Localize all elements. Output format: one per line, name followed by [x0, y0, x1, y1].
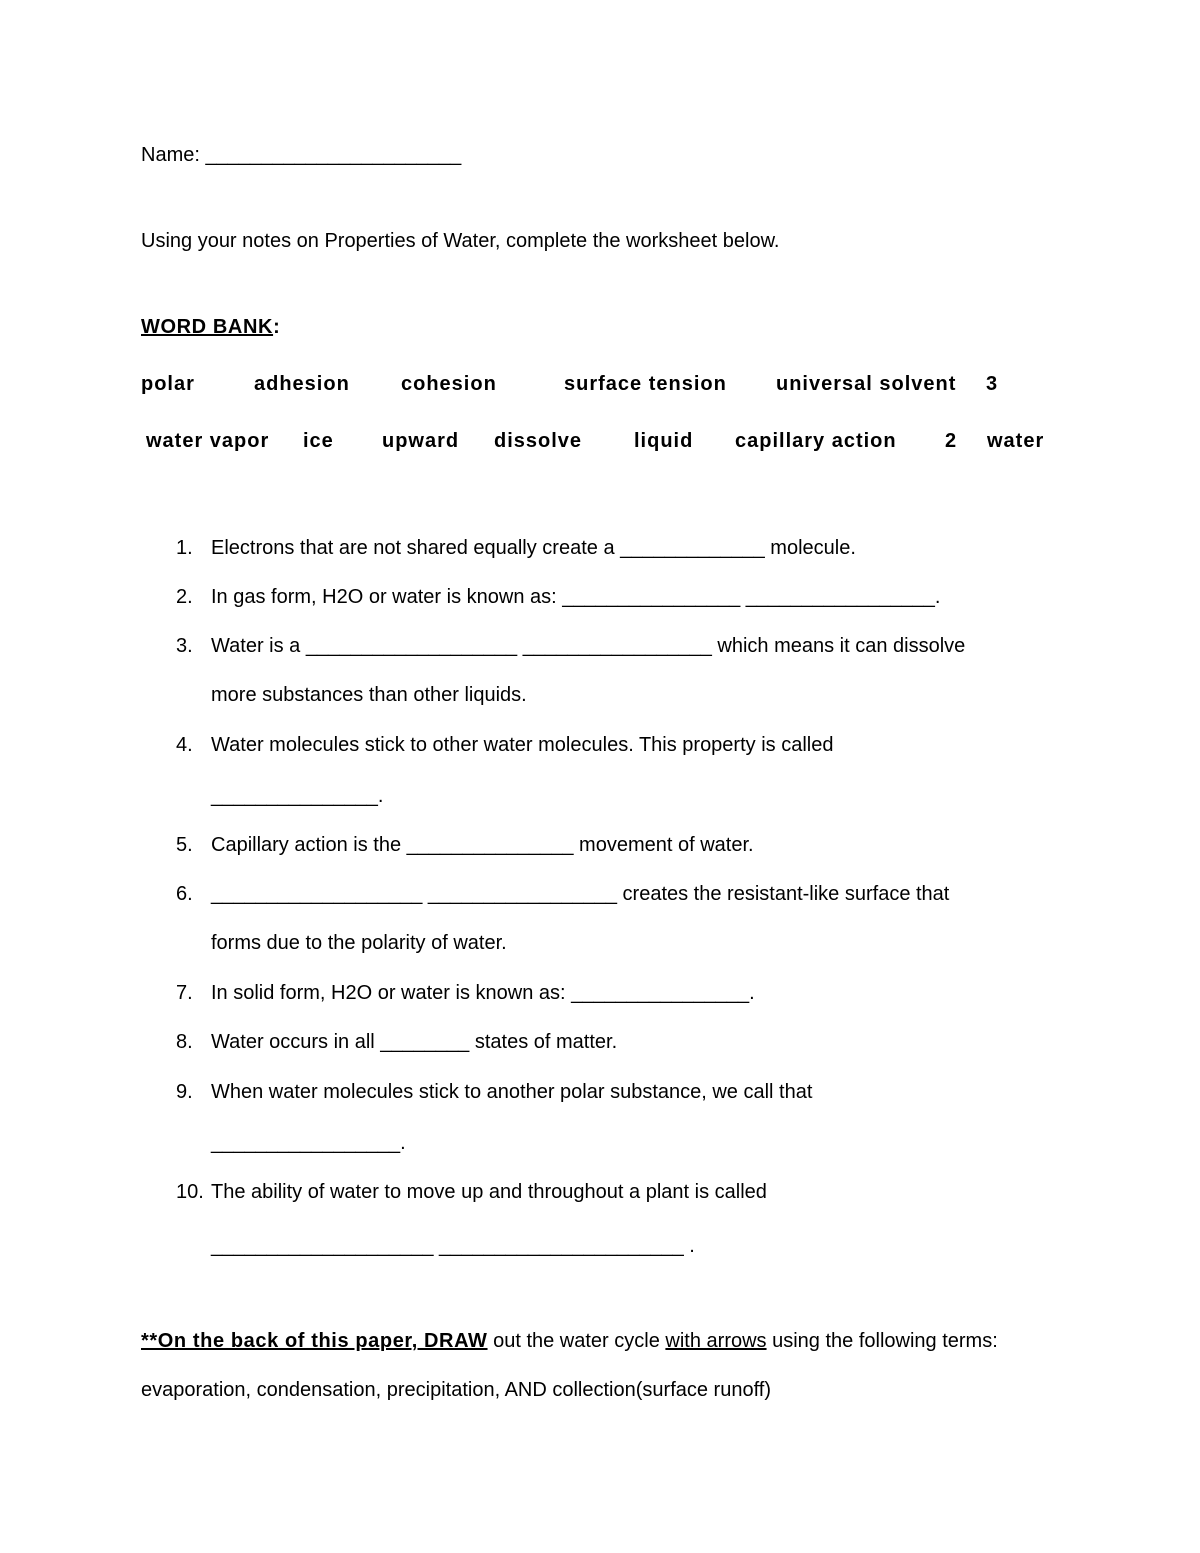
question-text[interactable]: Water is a ___________________ _________________ which means it can dissolve	[211, 635, 966, 657]
water-cycle-terms: evaporation, condensation, precipitation, AND collection(surface runoff)	[141, 1379, 771, 1401]
word-bank-colon: :	[273, 316, 281, 338]
word-bank-item: surface tension	[564, 373, 727, 395]
word-bank-item: 2	[945, 430, 958, 452]
question-text-continued: forms due to the polarity of water.	[211, 932, 507, 954]
word-bank-title: WORD BANK	[141, 316, 274, 338]
question-number: 10.	[176, 1181, 204, 1203]
instructions: Using your notes on Properties of Water, complete the worksheet below.	[141, 230, 780, 252]
word-bank-item: polar	[141, 373, 195, 395]
question-text[interactable]: Electrons that are not shared equally create a _____________ molecule.	[211, 537, 856, 559]
question-text[interactable]: In solid form, H2O or water is known as: ________________.	[211, 982, 755, 1004]
question-text[interactable]: ___________________ _________________ creates the resistant-like surface that	[211, 883, 950, 905]
with-arrows-text: with arrows	[665, 1330, 767, 1352]
question-number: 6.	[176, 883, 193, 905]
question-text[interactable]: Capillary action is the _______________ movement of water.	[211, 834, 754, 856]
instruction-text-end: using the following terms:	[766, 1330, 998, 1352]
question-number: 4.	[176, 734, 193, 756]
question-text: When water molecules stick to another polar substance, we call that	[211, 1081, 813, 1103]
instruction-text: out the water cycle	[487, 1330, 666, 1352]
word-bank-heading	[141, 315, 280, 339]
question-number: 9.	[176, 1081, 193, 1103]
answer-blank[interactable]: _________________.	[211, 1132, 406, 1154]
question-text[interactable]: In gas form, H2O or water is known as: ________________ _________________.	[211, 586, 941, 608]
question-text: Water molecules stick to other water molecules. This property is called	[211, 734, 834, 756]
back-instructions	[141, 1329, 998, 1353]
word-bank-item: upward	[382, 430, 460, 452]
question-number: 1.	[176, 537, 193, 559]
name-line[interactable]: Name: _______________________	[141, 144, 462, 166]
question-text-continued: more substances than other liquids.	[211, 684, 527, 706]
word-bank-item: cohesion	[401, 373, 497, 395]
question-number: 2.	[176, 586, 193, 608]
word-bank-item: water vapor	[146, 430, 270, 452]
word-bank-item: water	[987, 430, 1045, 452]
word-bank-item: adhesion	[254, 373, 350, 395]
word-bank-item: universal solvent	[776, 373, 957, 395]
draw-instruction: **On the back of this paper, DRAW	[141, 1330, 488, 1352]
question-number: 3.	[176, 635, 193, 657]
word-bank-item: liquid	[634, 430, 694, 452]
question-number: 5.	[176, 834, 193, 856]
question-text[interactable]: Water occurs in all ________ states of matter.	[211, 1031, 618, 1053]
answer-blank[interactable]: ____________________ ______________________ .	[211, 1235, 695, 1257]
answer-blank[interactable]: _______________.	[211, 785, 384, 807]
question-text: The ability of water to move up and throughout a plant is called	[211, 1181, 767, 1203]
question-number: 8.	[176, 1031, 193, 1053]
word-bank-item: ice	[303, 430, 334, 452]
word-bank-item: capillary action	[735, 430, 897, 452]
word-bank-item: 3	[986, 373, 999, 395]
question-number: 7.	[176, 982, 193, 1004]
word-bank-item: dissolve	[494, 430, 583, 452]
